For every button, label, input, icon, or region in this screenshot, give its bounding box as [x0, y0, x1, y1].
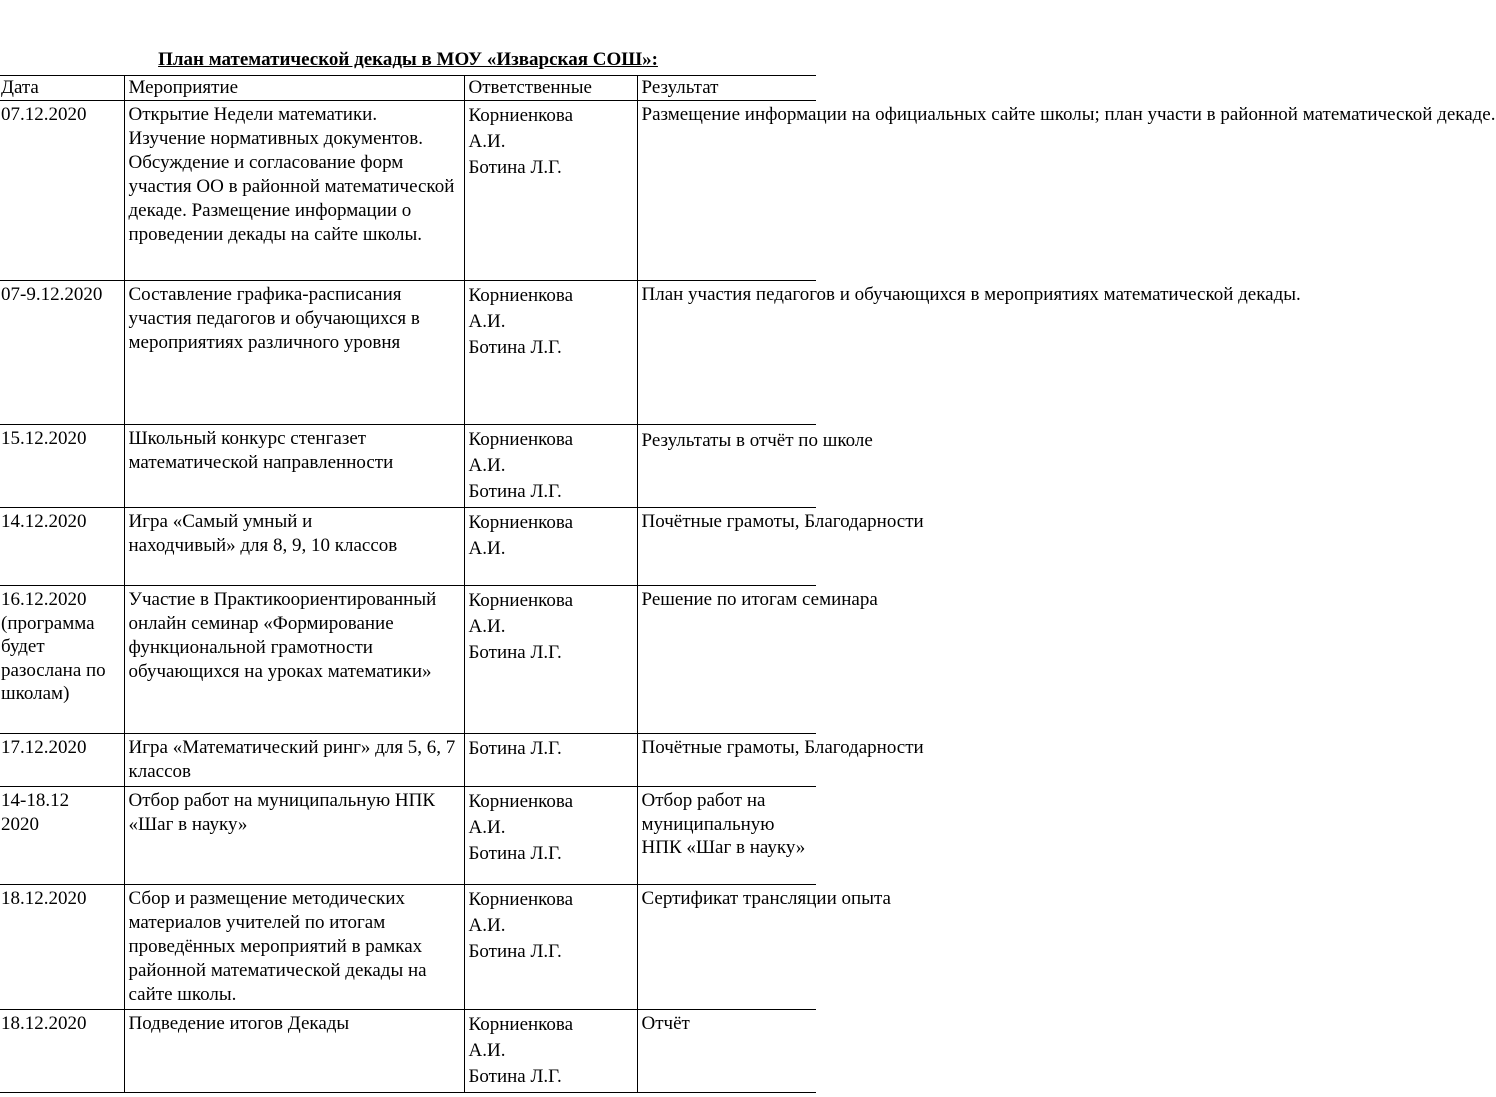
row-event: Открытие Недели математики. Изучение нормативных документов. Обсуждение и согласование форм участия ОО в районной математической декаде. Размещение информации о проведении декады на сайте школы.: [124, 101, 464, 281]
row-responsible: [464, 787, 637, 885]
row-event: Школьный конкурс стенгазет математической направленности: [124, 425, 464, 508]
row-responsible: [464, 101, 637, 281]
row-date: 17.12.2020: [0, 734, 124, 787]
row-date: 15.12.2020: [0, 425, 124, 508]
row-result: Отчёт: [637, 1010, 816, 1093]
row-date: 14-18.12 2020: [0, 787, 124, 885]
row-result: Отбор работ на муниципальную НПК «Шаг в науку»: [637, 787, 816, 885]
row-result: Результаты в отчёт по школе: [637, 425, 816, 508]
row-responsible: [464, 425, 637, 508]
header-date: Дата: [0, 76, 124, 101]
responsible-name: Ботина Л.Г.: [468, 157, 562, 178]
row-responsible: [464, 586, 637, 734]
responsible-name: Ботина Л.Г.: [468, 642, 562, 663]
responsible-name: Корниенкова: [468, 512, 574, 533]
row-responsible: [464, 1010, 637, 1093]
table-row: [0, 787, 816, 885]
responsible-initials: А.И.: [468, 311, 506, 332]
header-responsible: Ответственные: [464, 76, 637, 101]
table-row: [0, 508, 816, 586]
responsible-initials: А.И.: [468, 616, 506, 637]
responsible-name: Корниенкова: [468, 1014, 574, 1035]
row-result: Почётные грамоты, Благодарности: [637, 508, 816, 586]
responsible-name: Корниенкова: [468, 285, 574, 306]
row-date: 18.12.2020: [0, 1010, 124, 1093]
row-event: Составление графика-расписания участия педагогов и обучающихся в мероприятиях различного уровня: [124, 281, 464, 425]
plan-table: [0, 75, 1496, 1093]
table-row: [0, 734, 816, 787]
row-result: Размещение информации на официальных сайте школы; план участи в районной математической декаде.: [637, 101, 816, 281]
responsible-name: Корниенкова: [468, 590, 574, 611]
row-event: Подведение итогов Декады: [124, 1010, 464, 1093]
table-row: [0, 101, 816, 281]
responsible-name: Ботина Л.Г.: [468, 1066, 562, 1087]
responsible-name: Корниенкова: [468, 105, 574, 126]
header-event: Мероприятие: [124, 76, 464, 101]
table-row: [0, 586, 816, 734]
table-row: [0, 281, 816, 425]
responsible-name: Ботина Л.Г.: [468, 481, 562, 502]
row-event: Участие в Практикоориентированный онлайн семинар «Формирование функциональной грамотности обучающихся на уроках математики»: [124, 586, 464, 734]
row-responsible: [464, 508, 637, 586]
row-event: Игра «Математический ринг» для 5, 6, 7 классов: [124, 734, 464, 787]
responsible-initials: А.И.: [468, 538, 506, 559]
row-date: 14.12.2020: [0, 508, 124, 586]
table-row: [0, 885, 816, 1010]
responsible-name: Ботина Л.Г.: [468, 738, 562, 759]
row-responsible: [464, 734, 637, 787]
row-event: Отбор работ на муниципальную НПК «Шаг в науку»: [124, 787, 464, 885]
row-result: План участия педагогов и обучающихся в мероприятиях математической декады.: [637, 281, 816, 425]
row-date: 07.12.2020: [0, 101, 124, 281]
row-result: Решение по итогам семинара: [637, 586, 816, 734]
table-row: [0, 1010, 816, 1093]
page-title: План математической декады в МОУ «Изварская СОШ»:: [158, 49, 658, 70]
responsible-initials: А.И.: [468, 131, 506, 152]
row-result: Почётные грамоты, Благодарности: [637, 734, 816, 787]
responsible-initials: А.И.: [468, 817, 506, 838]
responsible-name: Корниенкова: [468, 429, 574, 450]
responsible-name: Корниенкова: [468, 889, 574, 910]
responsible-name: Ботина Л.Г.: [468, 337, 562, 358]
table-row: [0, 425, 816, 508]
responsible-initials: А.И.: [468, 1040, 506, 1061]
row-date: 16.12.2020 (программа будет разослана по школам): [0, 586, 124, 734]
responsible-initials: А.И.: [468, 915, 506, 936]
row-result: Сертификат трансляции опыта: [637, 885, 816, 1010]
row-date: 18.12.2020: [0, 885, 124, 1010]
row-event: Сбор и размещение методических материалов учителей по итогам проведённых мероприятий в рамках районной математической декады на сайте школы.: [124, 885, 464, 1010]
table-header-row: [0, 76, 816, 101]
responsible-initials: А.И.: [468, 455, 506, 476]
row-date: 07-9.12.2020: [0, 281, 124, 425]
responsible-name: Ботина Л.Г.: [468, 941, 562, 962]
row-event: Игра «Самый умный и находчивый» для 8, 9, 10 классов: [124, 508, 464, 586]
responsible-name: Ботина Л.Г.: [468, 843, 562, 864]
row-responsible: [464, 885, 637, 1010]
header-result: Результат: [637, 76, 816, 101]
responsible-name: Корниенкова: [468, 791, 574, 812]
row-responsible: [464, 281, 637, 425]
